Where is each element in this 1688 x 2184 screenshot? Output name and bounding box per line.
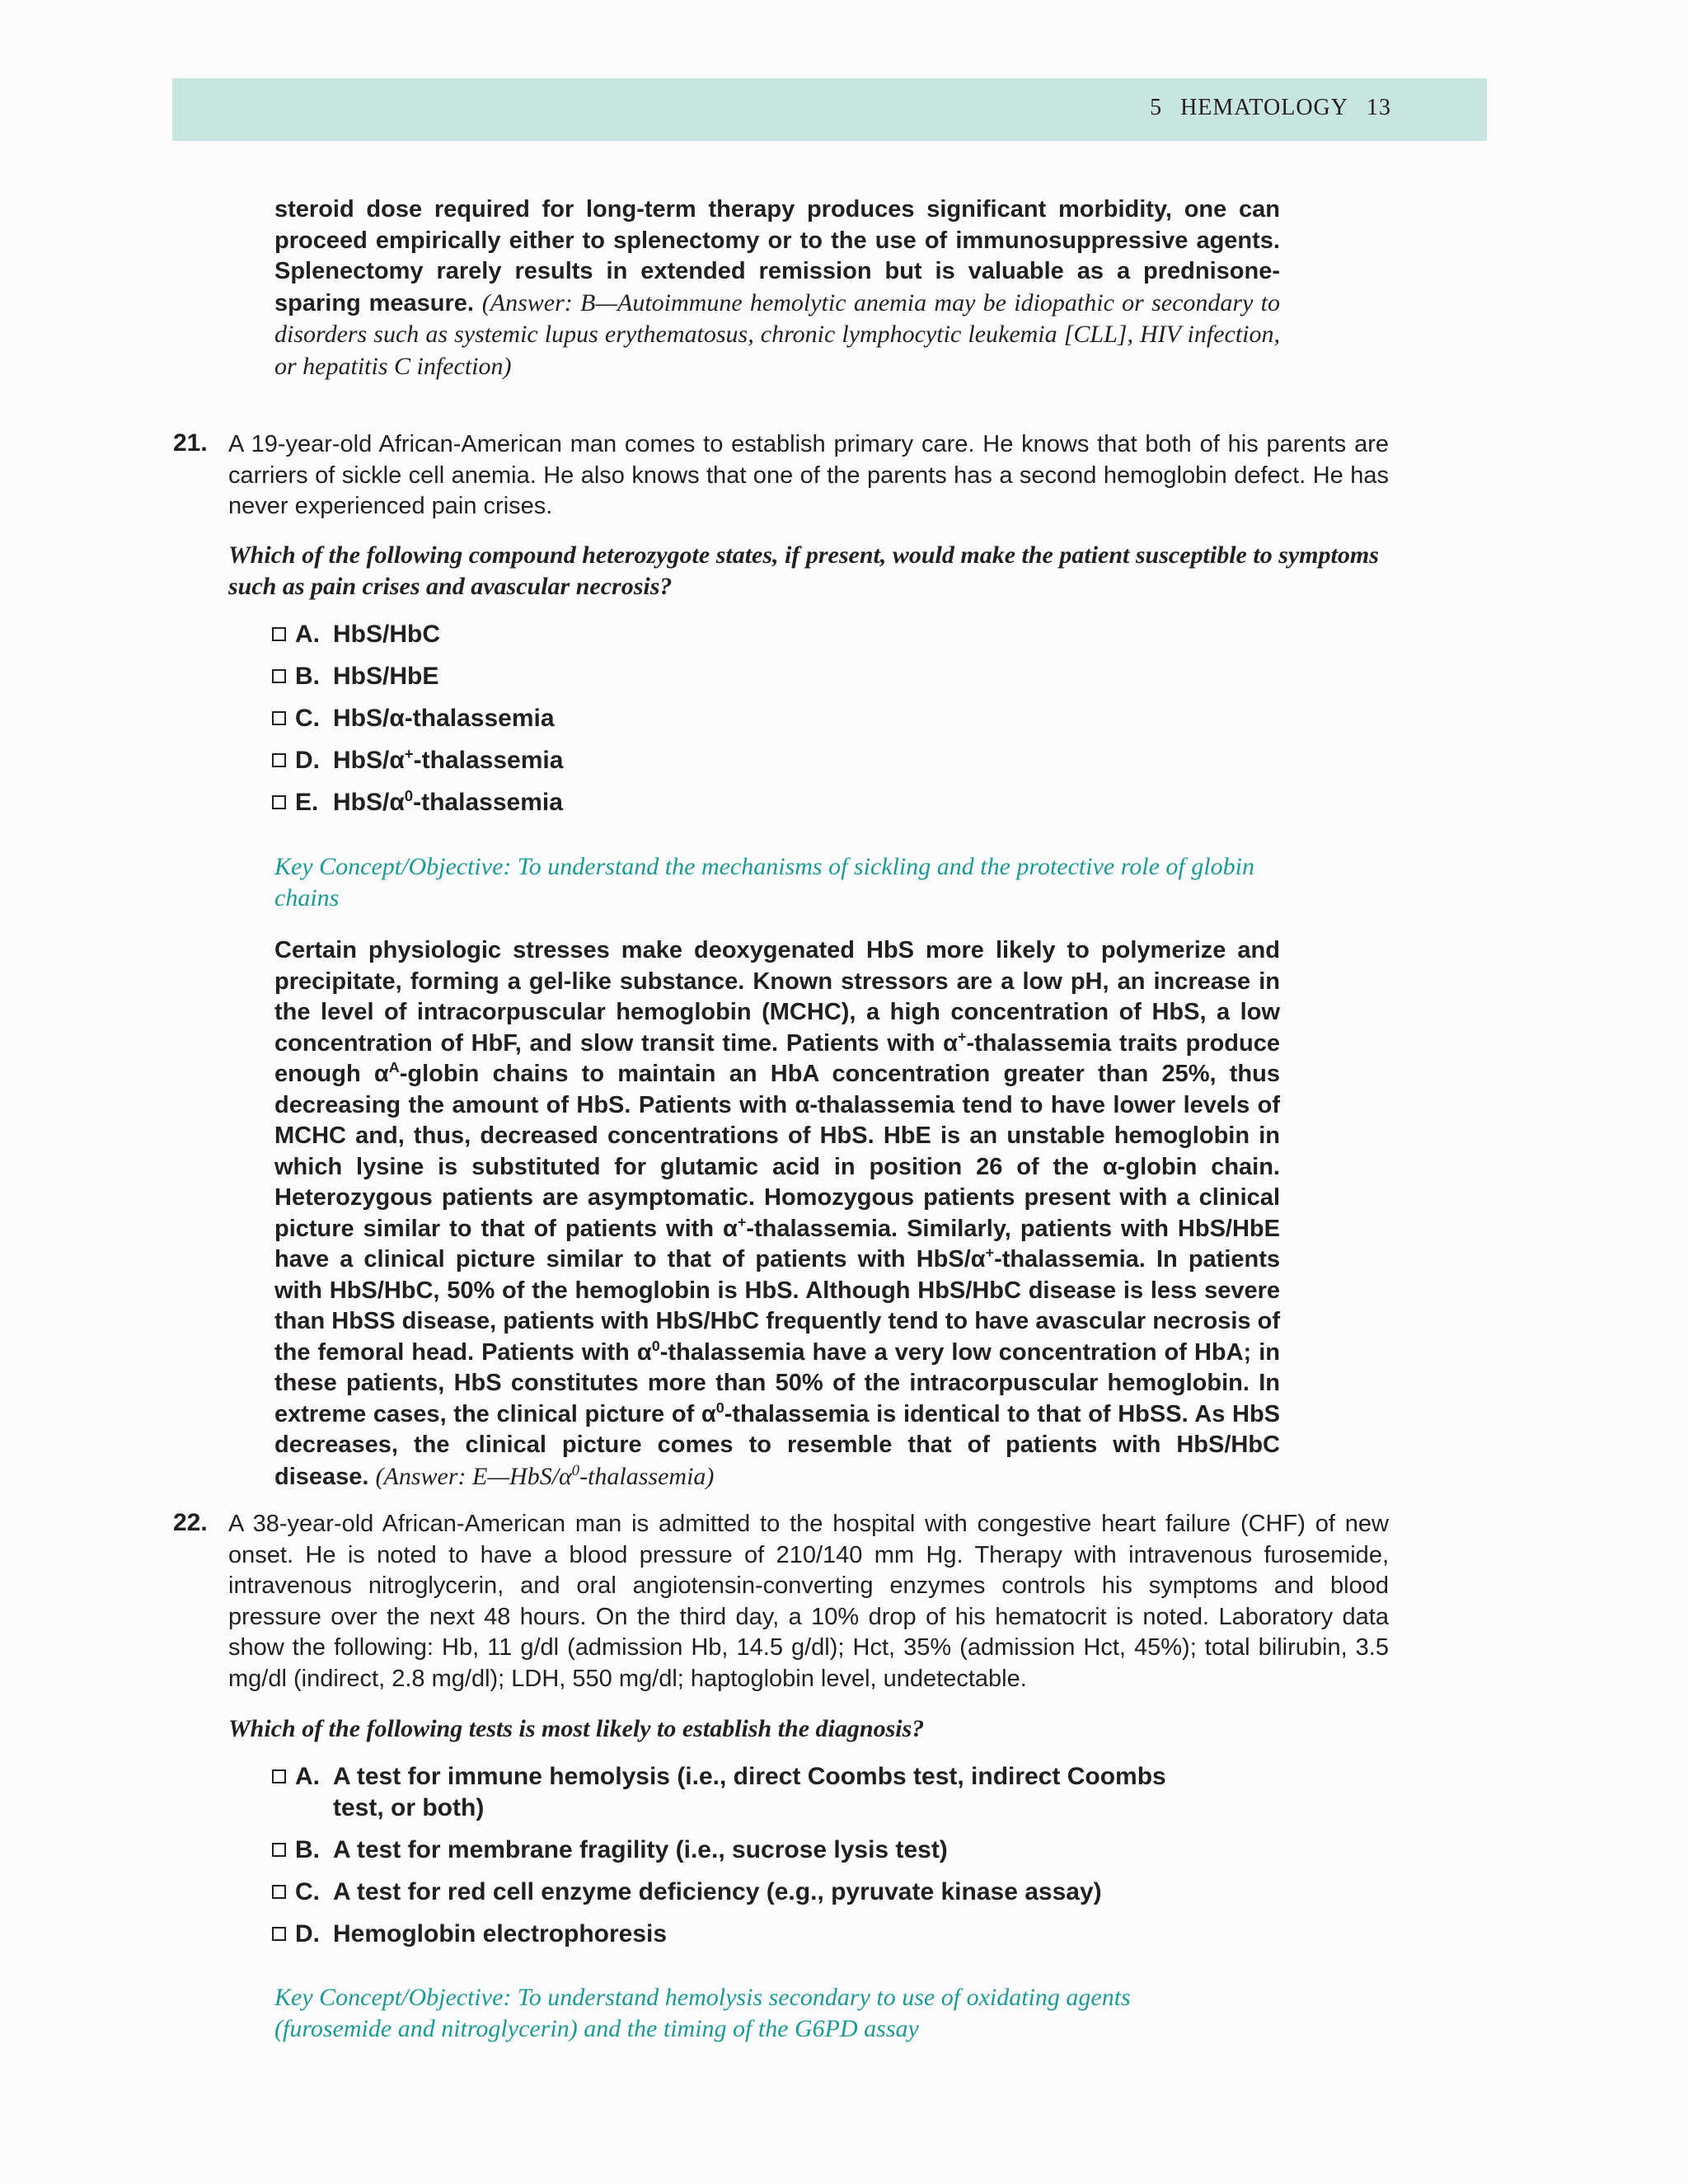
checkbox-icon[interactable]: [272, 1843, 286, 1857]
option-letter: C.: [295, 705, 320, 732]
page-number: 13: [1367, 95, 1391, 120]
checkbox-icon[interactable]: [272, 753, 286, 767]
question-22-option-b[interactable]: [272, 1835, 948, 1866]
question-21-prompt: Which of the following compound heterozygote states, if present, would make the patient susceptible to symptoms such as pain crises and avascular necrosis?: [228, 541, 1379, 600]
question-21-option-b[interactable]: [272, 661, 438, 692]
chapter-title: HEMATOLOGY: [1180, 95, 1348, 120]
question-22-option-d[interactable]: [272, 1919, 667, 1950]
question-21-number: 21.: [173, 429, 208, 457]
question-22-option-a[interactable]: [272, 1761, 1207, 1823]
question-21-answer: (Answer: $E—HbS/\alpha^0-thalassemia$): [375, 1461, 715, 1490]
checkbox-icon[interactable]: [272, 1769, 286, 1783]
question-21-option-c[interactable]: [272, 703, 555, 734]
option-letter: E.: [295, 789, 319, 816]
running-head-text: [1150, 95, 1391, 121]
continuation-paragraph: [274, 194, 1280, 382]
question-22-number: 22.: [173, 1509, 208, 1536]
option-text: HbS/α+-thalassemia: [333, 744, 564, 774]
option-letter: A.: [295, 621, 320, 648]
question-21-option-a[interactable]: [272, 619, 440, 650]
option-text: Hemoglobin electrophoresis: [333, 1920, 668, 1947]
chapter-number: 5: [1150, 95, 1163, 120]
continuation-answer: (Answer: B—Autoimmune hemolytic anemia may be idiopathic or secondary to disorders such as systemic lupus erythematosus, chronic lymphocytic leukemia [CLL], HIV infection, or hepatitis C infection): [274, 288, 1281, 380]
option-text: A test for red cell enzyme deficiency (e.g., pyruvate kinase assay): [333, 1878, 1102, 1905]
running-header: [172, 78, 1487, 141]
option-text: HbS/$\alpha^0$-thalassemia: [333, 786, 563, 816]
option-letter: B.: [295, 663, 320, 690]
checkbox-icon[interactable]: [272, 1927, 286, 1941]
continuation-text: steroid dose required for long-term therapy produces significant morbidity, one can proceed empirically either to splenectomy or to the use of immunosuppressive agents. Splenectomy rarely results in extended remission but is valuable as a prednisone-sparing measure.: [274, 196, 1280, 316]
question-22-option-c[interactable]: [272, 1877, 1102, 1908]
question-21-explanation: Certain physiologic stresses make deoxygenated HbS more likely to polymerize and precipitate, forming a gel-like substance. Known stressors are a low pH, an increase in the level of intracorpuscular hemoglobin (MCHC), a high concentration of HbS, a low concentration of HbF, and slow transit time. Patients with α+-thalassemia traits produce enough $\alpha^A$-globin chains to maintain an HbA concentration greater than 25%, thus decreasing the amount of HbS. Patients with α-thalassemia tend to have lower levels of MCHC and, thus, decreased concentrations of HbS. HbE is an unstable hemoglobin in which lysine is substituted for glutamic acid in position 26 of the α-globin chain. Heterozygous patients are asymptomatic. Homozygous patients present with a clinical picture similar to that of patients with α+-thalassemia. Similarly, patients with HbS/HbE have a clinical picture similar to that of patients with HbS/α+-thalassemia. In patients with HbS/HbC, 50% of the hemoglobin is HbS. Although HbS/HbC disease is less severe than HbSS disease, patients with HbS/HbC frequently tend to have avascular necrosis of the femoral head. Patients with $\alpha^0$-thalassemia have a very low concentration of HbA; in these patients, HbS constitutes more than 50% of the intracorpuscular hemoglobin. In extreme cases, the clinical picture of $\alpha^0$-thalassemia is identical to that of HbSS. As HbS decreases, the clinical picture comes to resemble that of patients with HbS/HbC disease. (Answer: $E—HbS/\alpha^0-thalassemia$): [274, 937, 1281, 1490]
checkbox-icon[interactable]: [272, 1885, 286, 1899]
option-letter: D.: [295, 747, 320, 774]
checkbox-icon[interactable]: [272, 669, 286, 683]
question-21-option-e[interactable]: [272, 787, 563, 818]
option-letter: D.: [295, 1920, 320, 1947]
option-letter: B.: [295, 1836, 320, 1863]
option-text: A test for immune hemolysis (i.e., direct Coombs test, indirect Coombs test, or both): [333, 1763, 1166, 1821]
question-22-key-concept: Key Concept/Objective: To understand hemolysis secondary to use of oxidating agents (furosemide and nitroglycerin) and the timing of the G6PD assay: [274, 1984, 1131, 2042]
question-21-option-d[interactable]: [272, 745, 563, 776]
option-text: HbS/HbC: [333, 621, 440, 648]
question-22-stem: A 38-year-old African-American man is admitted to the hospital with congestive heart failure (CHF) of new onset. He is noted to have a blood pressure of 210/140 mm Hg. Therapy with intravenous furosemide, intravenous nitroglycerin, and oral angiotensin-converting enzymes controls his symptoms and blood pressure over the next 48 hours. On the third day, a 10% drop of his hematocrit is noted. Laboratory data show the following: Hb, 11 g/dl (admission Hb, 14.5 g/dl); Hct, 35% (admission Hct, 45%); total bilirubin, 3.5 mg/dl (indirect, 2.8 mg/dl); LDH, 550 mg/dl; haptoglobin level, undetectable.: [228, 1511, 1389, 1692]
question-22-prompt: Which of the following tests is most likely to establish the diagnosis?: [228, 1715, 925, 1742]
checkbox-icon[interactable]: [272, 711, 286, 725]
checkbox-icon[interactable]: [272, 795, 286, 809]
question-21-key-concept: Key Concept/Objective: To understand the mechanisms of sickling and the protective role of globin chains: [274, 853, 1254, 912]
option-letter: A.: [295, 1763, 320, 1790]
option-text: A test for membrane fragility (i.e., sucrose lysis test): [333, 1836, 948, 1863]
checkbox-icon[interactable]: [272, 627, 286, 641]
option-text: HbS/α-thalassemia: [333, 705, 555, 732]
option-letter: C.: [295, 1878, 320, 1905]
option-text: HbS/HbE: [333, 663, 439, 690]
question-21-stem: A 19-year-old African-American man comes to establish primary care. He knows that both of his parents are carriers of sickle cell anemia. He also knows that one of the parents has a second hemoglobin defect. He has never experienced pain crises.: [228, 431, 1389, 519]
